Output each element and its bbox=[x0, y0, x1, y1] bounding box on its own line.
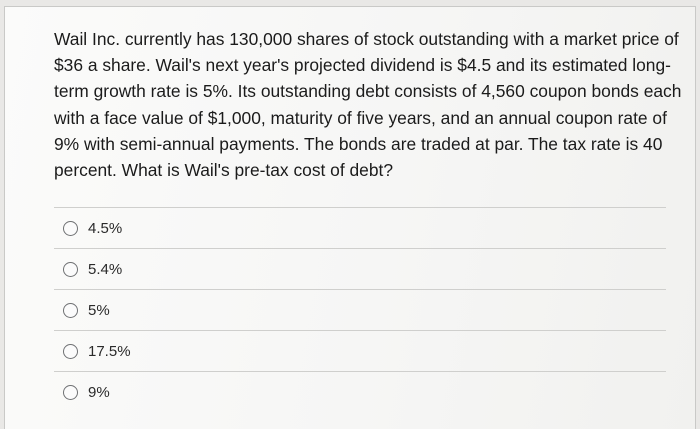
answer-option-label: 9% bbox=[88, 383, 110, 401]
answer-option-3[interactable] bbox=[54, 289, 666, 330]
answer-options bbox=[54, 207, 666, 412]
question-line: with a face value of $1,000, maturity of five years, and an annual coupon rate of bbox=[54, 107, 667, 128]
question-line: Wail Inc. currently has 130,000 shares of stock outstanding with a market price of bbox=[54, 29, 679, 49]
radio-button-icon[interactable] bbox=[63, 303, 78, 318]
radio-button-icon[interactable] bbox=[63, 221, 78, 236]
answer-option-2[interactable] bbox=[54, 248, 666, 289]
answer-option-4[interactable] bbox=[54, 330, 666, 371]
answer-option-label: 5.4% bbox=[88, 260, 123, 278]
question-line: percent. What is Wail's pre-tax cost of debt? bbox=[54, 160, 394, 181]
radio-button-icon[interactable] bbox=[63, 344, 78, 359]
answer-option-label: 5% bbox=[88, 301, 110, 319]
answer-option-label: 17.5% bbox=[88, 342, 131, 360]
question-line: 9% with semi-annual payments. The bonds are traded at par. The tax rate is 40 bbox=[54, 133, 663, 154]
radio-button-icon[interactable] bbox=[63, 262, 78, 277]
question-line: term growth rate is 5%. Its outstanding debt consists of 4,560 coupon bonds each bbox=[54, 81, 682, 102]
question-card bbox=[4, 6, 696, 429]
answer-option-1[interactable] bbox=[54, 207, 666, 248]
radio-button-icon[interactable] bbox=[63, 385, 78, 400]
question-text bbox=[54, 26, 694, 183]
answer-option-5[interactable] bbox=[54, 371, 666, 412]
answer-option-label: 4.5% bbox=[88, 219, 123, 237]
question-line: $36 a share. Wail's next year's projected dividend is $4.5 and its estimated long- bbox=[54, 55, 671, 76]
